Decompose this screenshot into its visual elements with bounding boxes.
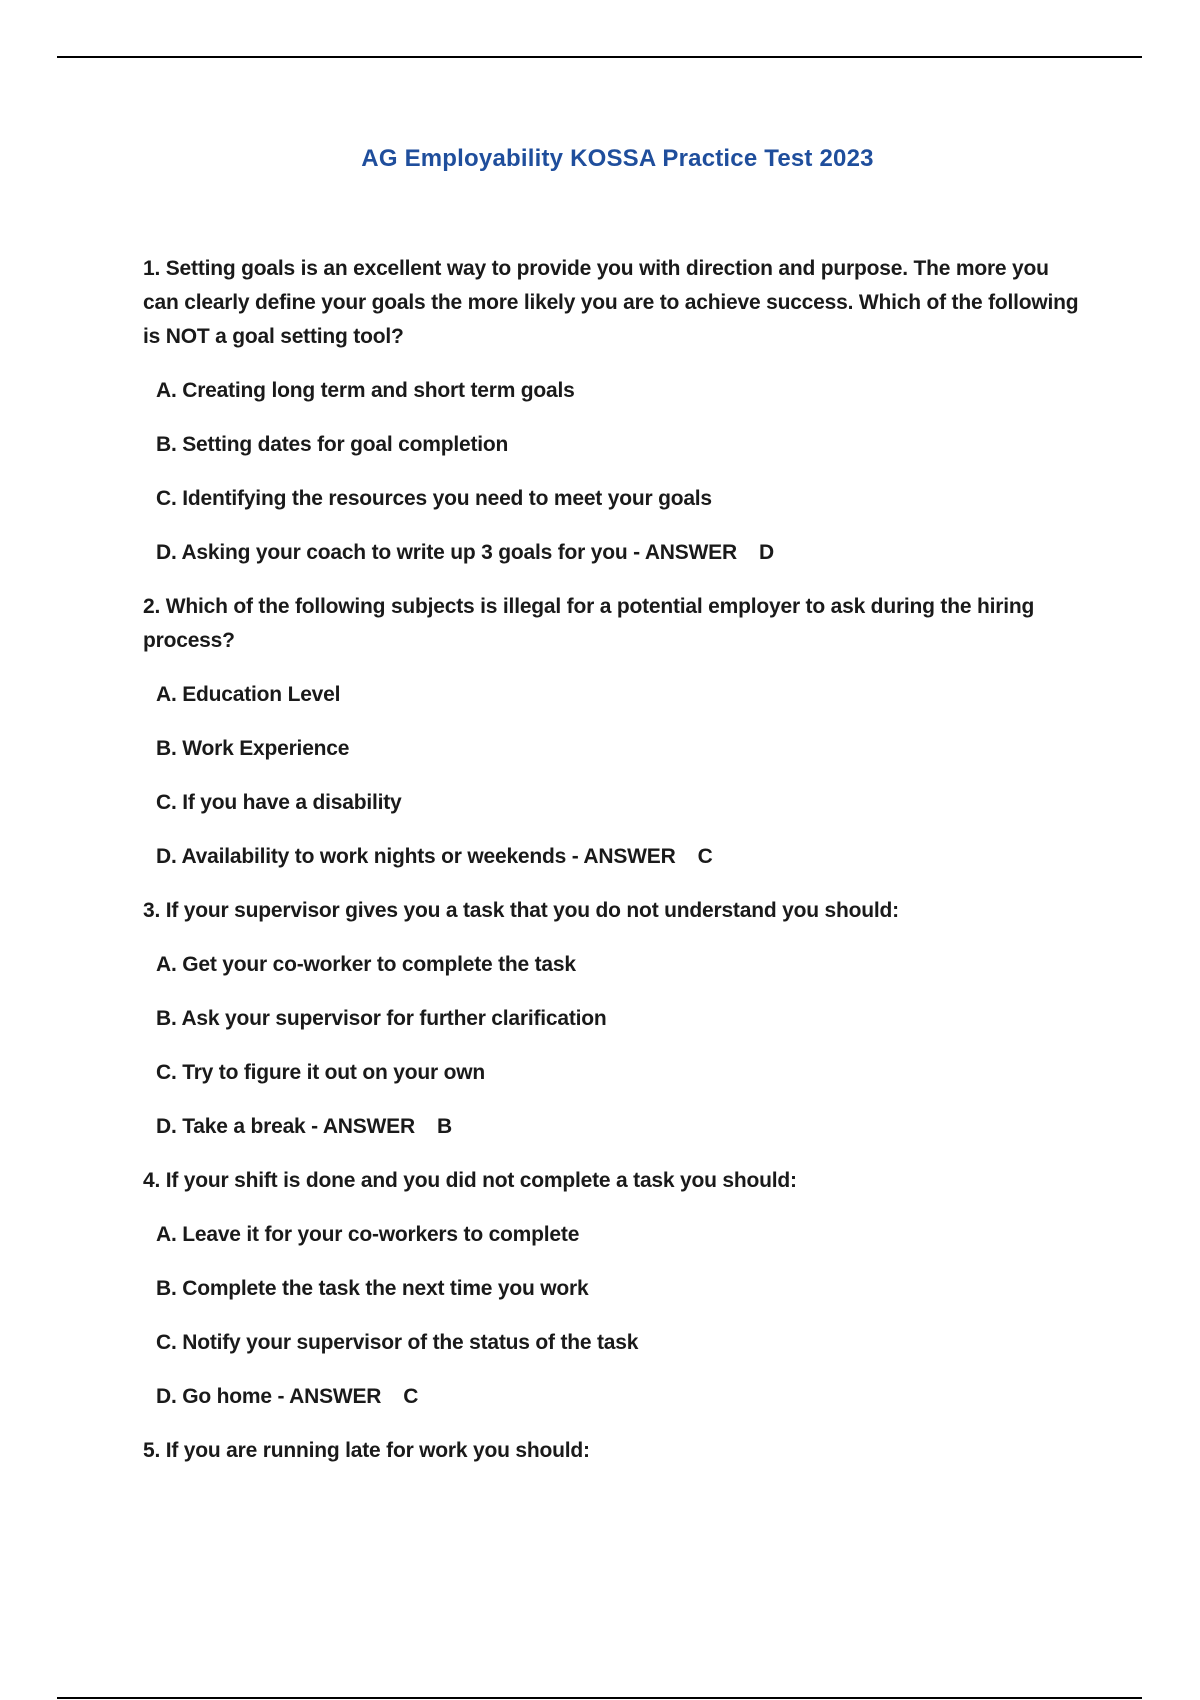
q1-option-b: B. Setting dates for goal completion — [156, 433, 509, 456]
question-1: 1. Setting goals is an excellent way to provide you with direction and purpose. The more you can clearly define your goals the more likely you are to achieve success. Which of the following is NOT a goal setting tool? — [143, 257, 1079, 348]
q1-answer: D — [758, 541, 774, 564]
q2-option-a: A. Education Level — [156, 683, 341, 706]
q4-option-c: C. Notify your supervisor of the status of the task — [156, 1331, 639, 1354]
q3-answer: B — [436, 1115, 452, 1138]
question-4: 4. If your shift is done and you did not complete a task you should: — [143, 1169, 797, 1192]
question-3: 3. If your supervisor gives you a task that you do not understand you should: — [143, 899, 899, 922]
q1-option-a: A. Creating long term and short term goals — [156, 379, 575, 402]
q1-option-c: C. Identifying the resources you need to meet your goals — [156, 487, 712, 510]
answer-label: - ANSWER — [277, 1385, 382, 1408]
q4-answer: C — [403, 1385, 419, 1408]
document-body — [143, 252, 1083, 1488]
q1-option-d: D. Asking your coach to write up 3 goals for you - ANSWER D — [156, 536, 1083, 570]
q3-option-c: C. Try to figure it out on your own — [156, 1061, 485, 1084]
q4-option-d: D. Go home - ANSWER C — [156, 1380, 1083, 1414]
q4-option-b: B. Complete the task the next time you work — [156, 1277, 589, 1300]
answer-label: - ANSWER — [633, 541, 737, 564]
q2-option-b: B. Work Experience — [156, 737, 350, 760]
bottom-rule — [57, 1697, 1142, 1699]
q2-option-d: D. Availability to work nights or weekends - ANSWER C — [156, 840, 1083, 874]
q2-answer: C — [697, 845, 713, 868]
question-5: 5. If you are running late for work you should: — [143, 1439, 590, 1462]
top-rule — [57, 56, 1142, 58]
q4-option-a: A. Leave it for your co-workers to complete — [156, 1223, 580, 1246]
q2-option-c: C. If you have a disability — [156, 791, 402, 814]
answer-label: - ANSWER — [311, 1115, 415, 1138]
answer-label: - ANSWER — [571, 845, 676, 868]
q3-option-d: D. Take a break - ANSWER B — [156, 1110, 1083, 1144]
q3-option-a: A. Get your co-worker to complete the task — [156, 953, 576, 976]
q3-option-b: B. Ask your supervisor for further clarification — [156, 1007, 607, 1030]
question-2: 2. Which of the following subjects is illegal for a potential employer to ask during the hiring process? — [143, 595, 1035, 652]
document-title: AG Employability KOSSA Practice Test 2023 — [361, 145, 874, 172]
